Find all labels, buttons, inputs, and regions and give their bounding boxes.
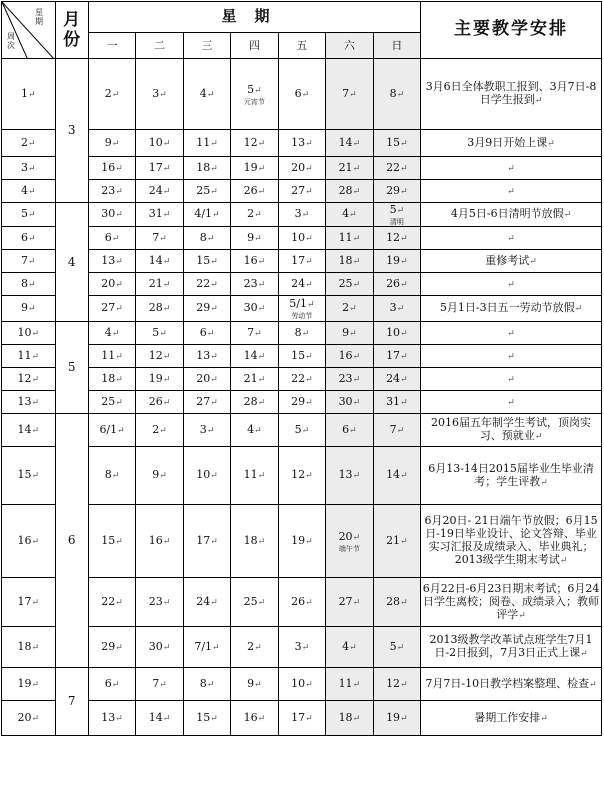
day-cell: 17↵ xyxy=(136,157,183,180)
schedule-note: 4月5日-6日清明节放假↵ xyxy=(421,203,602,227)
week-row xyxy=(2,273,602,296)
day-cell: 24↵ xyxy=(136,180,183,203)
day-cell: 30↵ xyxy=(88,203,135,227)
day-cell: 12↵ xyxy=(278,447,325,505)
day-cell: 4↵ xyxy=(183,59,230,130)
schedule-note: 7月7日-10日教学档案整理、检查↵ xyxy=(421,668,602,701)
month-cell: 6 xyxy=(55,414,88,668)
day-cell: 24↵ xyxy=(278,273,325,296)
day-cell: 4↵ xyxy=(231,414,278,447)
week-number: 3↵ xyxy=(2,157,56,180)
day-cell: 5↵ 清明 xyxy=(373,203,421,227)
day-cell: 9↵ xyxy=(231,227,278,250)
week-row xyxy=(2,414,602,447)
week-number: 20↵ xyxy=(2,701,56,736)
day-cell: 28↵ xyxy=(326,180,373,203)
week-number: 18↵ xyxy=(2,627,56,668)
day-cell: 24↵ xyxy=(373,368,421,391)
day-cell: 11↵ xyxy=(231,447,278,505)
week-number: 16↵ xyxy=(2,505,56,578)
day-cell: 7↵ xyxy=(231,322,278,345)
schedule-note: ↵ xyxy=(421,273,602,296)
schedule-note: 6月22日-6月23日期末考试；6月24日学生离校；阅卷、成绩录入；教师评学↵ xyxy=(421,578,602,627)
schedule-note: 暑期工作安排↵ xyxy=(421,701,602,736)
day-cell: 5↵ xyxy=(278,414,325,447)
day-cell: 6↵ xyxy=(183,322,230,345)
day-cell: 2↵ xyxy=(136,414,183,447)
day-cell: 23↵ xyxy=(88,180,135,203)
day-cell: 30↵ xyxy=(136,627,183,668)
day-cell: 16↵ xyxy=(136,505,183,578)
day-cell: 4↵ xyxy=(326,203,373,227)
day-cell: 12↵ xyxy=(231,130,278,157)
day-cell: 18↵ xyxy=(326,701,373,736)
day-cell: 11↵ xyxy=(326,227,373,250)
day-cell: 31↵ xyxy=(373,391,421,414)
day-cell: 22↵ xyxy=(373,157,421,180)
day-cell: 18↵ xyxy=(231,505,278,578)
day-cell: 23↵ xyxy=(326,368,373,391)
day-cell: 17↵ xyxy=(373,345,421,368)
day-cell: 17↵ xyxy=(278,250,325,273)
day-cell: 7↵ xyxy=(136,668,183,701)
day-cell: 3↵ xyxy=(373,296,421,322)
week-row xyxy=(2,368,602,391)
day-cell: 29↵ xyxy=(278,391,325,414)
weekday-header-1: 一 xyxy=(88,33,135,59)
schedule-note: 3月6日全体教职工报到、3月7日-8日学生报到↵ xyxy=(421,59,602,130)
day-cell: 20↵ xyxy=(88,273,135,296)
schedule-header: 主要教学安排 xyxy=(421,2,602,59)
corner-weekday-label: 星期 xyxy=(35,8,43,26)
day-cell: 2↵ xyxy=(231,203,278,227)
week-number: 11↵ xyxy=(2,345,56,368)
day-cell: 13↵ xyxy=(326,447,373,505)
day-cell: 8↵ xyxy=(278,322,325,345)
week-row xyxy=(2,130,602,157)
day-cell: 16↵ xyxy=(231,250,278,273)
day-cell: 10↵ xyxy=(136,130,183,157)
schedule-note: 2013级教学改革试点班学生7月1日-2日报到，7月3日正式上课↵ xyxy=(421,627,602,668)
day-cell: 28↵ xyxy=(136,296,183,322)
month-header: 月份 xyxy=(55,2,88,59)
corner-header-cell xyxy=(2,2,56,59)
day-cell: 2↵ xyxy=(326,296,373,322)
day-cell: 13↵ xyxy=(278,130,325,157)
day-cell: 29↵ xyxy=(183,296,230,322)
day-cell: 6↵ xyxy=(88,227,135,250)
week-row xyxy=(2,447,602,505)
day-cell: 16↵ xyxy=(326,345,373,368)
day-cell: 26↵ xyxy=(278,578,325,627)
schedule-note: ↵ xyxy=(421,180,602,203)
schedule-note: 5月1日-3日五一劳动节放假↵ xyxy=(421,296,602,322)
day-cell: 4↵ xyxy=(88,322,135,345)
week-number: 19↵ xyxy=(2,668,56,701)
day-cell: 11↵ xyxy=(326,668,373,701)
day-cell: 22↵ xyxy=(183,273,230,296)
day-cell: 17↵ xyxy=(278,701,325,736)
week-row xyxy=(2,322,602,345)
day-cell: 19↵ xyxy=(278,505,325,578)
day-cell: 3↵ xyxy=(278,203,325,227)
day-cell: 9↵ xyxy=(136,447,183,505)
day-cell: 7↵ xyxy=(136,227,183,250)
week-row xyxy=(2,203,602,227)
day-cell: 21↵ xyxy=(326,157,373,180)
day-cell: 6/1↵ xyxy=(88,414,135,447)
day-cell: 5↵ xyxy=(373,627,421,668)
weekday-header: 星期 xyxy=(88,2,420,33)
day-cell: 16↵ xyxy=(88,157,135,180)
day-cell: 2↵ xyxy=(88,59,135,130)
day-cell: 3↵ xyxy=(183,414,230,447)
day-cell: 13↵ xyxy=(88,250,135,273)
week-number: 2↵ xyxy=(2,130,56,157)
day-cell: 8↵ xyxy=(88,447,135,505)
week-number: 6↵ xyxy=(2,227,56,250)
day-cell: 11↵ xyxy=(183,130,230,157)
schedule-note: ↵ xyxy=(421,345,602,368)
day-cell: 4/1↵ xyxy=(183,203,230,227)
week-row xyxy=(2,505,602,578)
day-cell: 22↵ xyxy=(278,368,325,391)
day-cell: 18↵ xyxy=(326,250,373,273)
day-cell: 24↵ xyxy=(183,578,230,627)
day-cell: 14↵ xyxy=(136,250,183,273)
week-row xyxy=(2,157,602,180)
day-cell: 20↵ xyxy=(278,157,325,180)
day-cell: 11↵ xyxy=(88,345,135,368)
day-cell: 9↵ xyxy=(326,322,373,345)
schedule-note: 3月9日开始上课↵ xyxy=(421,130,602,157)
day-cell: 18↵ xyxy=(183,157,230,180)
day-cell: 21↵ xyxy=(136,273,183,296)
day-cell: 19↵ xyxy=(136,368,183,391)
week-row xyxy=(2,578,602,627)
day-cell: 19↵ xyxy=(373,701,421,736)
day-cell: 25↵ xyxy=(231,578,278,627)
day-cell: 27↵ xyxy=(326,578,373,627)
week-row xyxy=(2,391,602,414)
week-row xyxy=(2,250,602,273)
week-number: 13↵ xyxy=(2,391,56,414)
week-number: 8↵ xyxy=(2,273,56,296)
schedule-note: ↵ xyxy=(421,322,602,345)
day-cell: 9↵ xyxy=(231,668,278,701)
holiday-note: 清明 xyxy=(389,218,404,226)
day-cell: 14↵ xyxy=(231,345,278,368)
day-cell: 17↵ xyxy=(183,505,230,578)
weekday-header-5: 五 xyxy=(278,33,325,59)
day-cell: 21↵ xyxy=(373,505,421,578)
week-number: 15↵ xyxy=(2,447,56,505)
day-cell: 23↵ xyxy=(136,578,183,627)
calendar-table xyxy=(1,1,602,736)
day-cell: 12↵ xyxy=(136,345,183,368)
day-cell: 19↵ xyxy=(373,250,421,273)
day-cell: 15↵ xyxy=(183,250,230,273)
day-cell: 25↵ xyxy=(183,180,230,203)
day-cell: 25↵ xyxy=(326,273,373,296)
day-cell: 15↵ xyxy=(88,505,135,578)
week-number: 7↵ xyxy=(2,250,56,273)
schedule-note: 重修考试↵ xyxy=(421,250,602,273)
week-number: 1↵ xyxy=(2,59,56,130)
week-number: 17↵ xyxy=(2,578,56,627)
day-cell: 22↵ xyxy=(88,578,135,627)
day-cell: 20↵ 端午节 xyxy=(326,505,373,578)
schedule-note: ↵ xyxy=(421,391,602,414)
corner-week-label: 周次 xyxy=(7,32,15,50)
day-cell: 12↵ xyxy=(373,668,421,701)
day-cell: 5↵ xyxy=(136,322,183,345)
week-number: 12↵ xyxy=(2,368,56,391)
week-row xyxy=(2,227,602,250)
week-row xyxy=(2,668,602,701)
weekday-header-3: 三 xyxy=(183,33,230,59)
day-cell: 13↵ xyxy=(183,345,230,368)
day-cell: 5/1↵ 劳动节 xyxy=(278,296,325,322)
schedule-note: 6月13-14日2015届毕业生毕业清考；学生评教↵ xyxy=(421,447,602,505)
week-row xyxy=(2,180,602,203)
day-cell: 7↵ xyxy=(326,59,373,130)
day-cell: 5↵ 元宵节 xyxy=(231,59,278,130)
day-cell: 29↵ xyxy=(373,180,421,203)
day-cell: 12↵ xyxy=(373,227,421,250)
day-cell: 8↵ xyxy=(183,668,230,701)
week-row xyxy=(2,59,602,130)
day-cell: 13↵ xyxy=(88,701,135,736)
holiday-note: 劳动节 xyxy=(291,312,313,320)
day-cell: 21↵ xyxy=(231,368,278,391)
day-cell: 6↵ xyxy=(88,668,135,701)
day-cell: 9↵ xyxy=(88,130,135,157)
month-cell: 3 xyxy=(55,59,88,203)
day-cell: 15↵ xyxy=(373,130,421,157)
weekday-header-4: 四 xyxy=(231,33,278,59)
month-cell: 4 xyxy=(55,203,88,322)
week-number: 10↵ xyxy=(2,322,56,345)
day-cell: 30↵ xyxy=(326,391,373,414)
schedule-note: 2016届五年制学生考试，顶岗实习、预就业↵ xyxy=(421,414,602,447)
week-row xyxy=(2,296,602,322)
schedule-note: ↵ xyxy=(421,368,602,391)
week-row xyxy=(2,701,602,736)
day-cell: 25↵ xyxy=(88,391,135,414)
day-cell: 15↵ xyxy=(183,701,230,736)
day-cell: 28↵ xyxy=(373,578,421,627)
day-cell: 18↵ xyxy=(88,368,135,391)
day-cell: 3↵ xyxy=(278,627,325,668)
day-cell: 19↵ xyxy=(231,157,278,180)
schedule-note: 6月20日- 21日端午节放假；6月15日-19日毕业设计、论文答辩、毕业实习汇报及成绩录入、毕业典礼；2013级学生期末考试↵ xyxy=(421,505,602,578)
day-cell: 8↵ xyxy=(183,227,230,250)
weekday-header-2: 二 xyxy=(136,33,183,59)
day-cell: 10↵ xyxy=(278,227,325,250)
month-cell: 7 xyxy=(55,668,88,736)
week-number: 5↵ xyxy=(2,203,56,227)
week-row xyxy=(2,627,602,668)
holiday-note: 端午节 xyxy=(338,544,360,553)
weekday-header-7: 日 xyxy=(373,33,421,59)
day-cell: 26↵ xyxy=(136,391,183,414)
day-cell: 10↵ xyxy=(373,322,421,345)
day-cell: 28↵ xyxy=(231,391,278,414)
month-cell: 5 xyxy=(55,322,88,414)
day-cell: 14↵ xyxy=(136,701,183,736)
day-cell: 26↵ xyxy=(373,273,421,296)
day-cell: 2↵ xyxy=(231,627,278,668)
diagonal-lines xyxy=(2,2,55,59)
week-number: 9↵ xyxy=(2,296,56,322)
week-row xyxy=(2,345,602,368)
day-cell: 7↵ xyxy=(373,414,421,447)
day-cell: 26↵ xyxy=(231,180,278,203)
day-cell: 27↵ xyxy=(183,391,230,414)
day-cell: 27↵ xyxy=(88,296,135,322)
day-cell: 8↵ xyxy=(373,59,421,130)
day-cell: 10↵ xyxy=(183,447,230,505)
day-cell: 23↵ xyxy=(231,273,278,296)
schedule-note: ↵ xyxy=(421,227,602,250)
week-number: 14↵ xyxy=(2,414,56,447)
schedule-note: ↵ xyxy=(421,157,602,180)
day-cell: 3↵ xyxy=(136,59,183,130)
day-cell: 14↵ xyxy=(326,130,373,157)
weekday-header-6: 六 xyxy=(326,33,373,59)
day-cell: 6↵ xyxy=(278,59,325,130)
day-cell: 4↵ xyxy=(326,627,373,668)
holiday-note: 元宵节 xyxy=(243,97,265,106)
week-number: 4↵ xyxy=(2,180,56,203)
day-cell: 15↵ xyxy=(278,345,325,368)
day-cell: 27↵ xyxy=(278,180,325,203)
day-cell: 29↵ xyxy=(88,627,135,668)
day-cell: 30↵ xyxy=(231,296,278,322)
day-cell: 14↵ xyxy=(373,447,421,505)
day-cell: 7/1↵ xyxy=(183,627,230,668)
day-cell: 10↵ xyxy=(278,668,325,701)
day-cell: 6↵ xyxy=(326,414,373,447)
day-cell: 20↵ xyxy=(183,368,230,391)
day-cell: 31↵ xyxy=(136,203,183,227)
day-cell: 16↵ xyxy=(231,701,278,736)
